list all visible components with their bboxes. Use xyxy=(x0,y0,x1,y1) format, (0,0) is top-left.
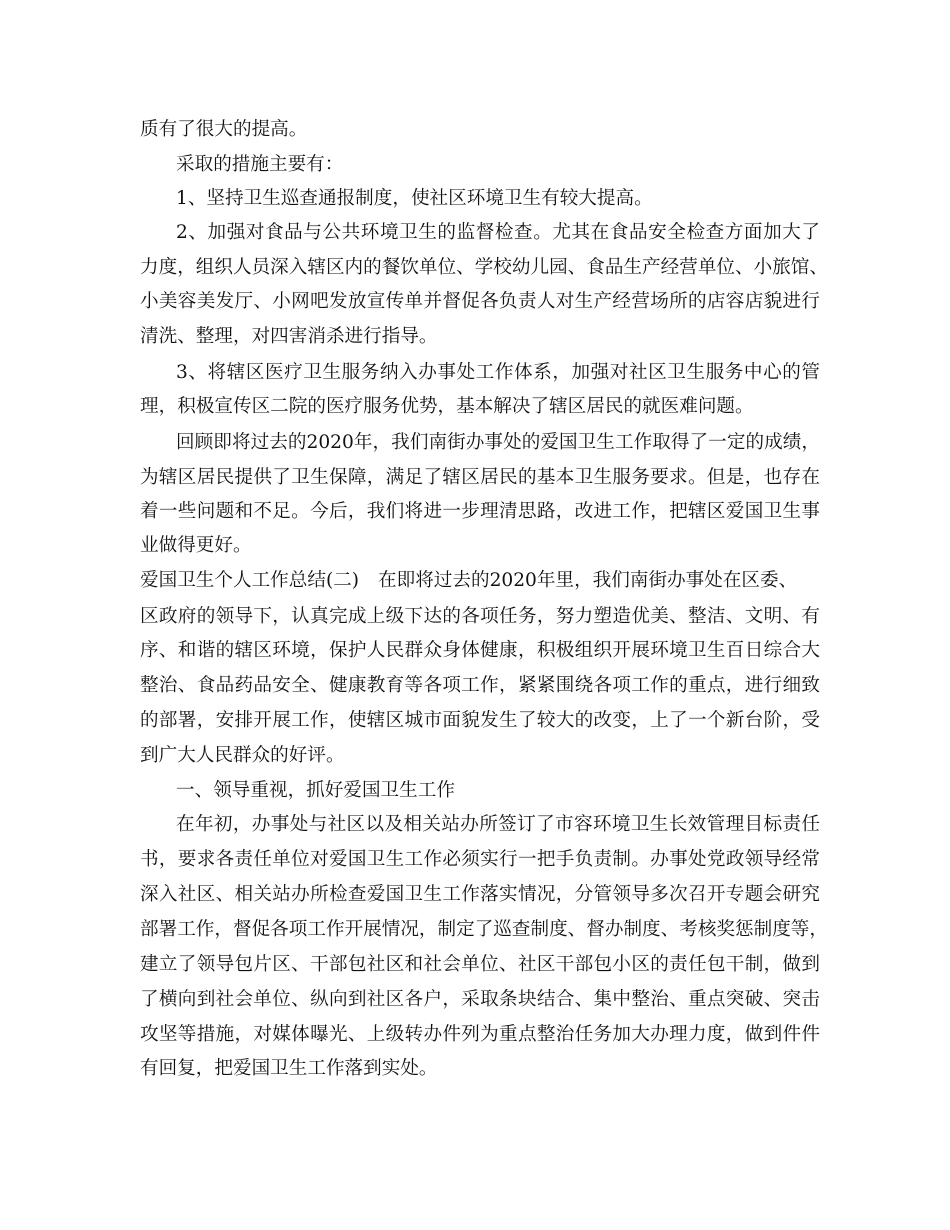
paragraph-line: 质有了很大的提高。 xyxy=(140,119,308,140)
paragraph-line: 着一些问题和不足。今后，我们将进一步理清思路，改进工作，把辖区爱国卫生事 xyxy=(140,501,820,522)
paragraph-line: 2、加强对食品与公共环境卫生的监督检查。尤其在食品安全检查方面加大了 xyxy=(176,222,820,243)
paragraph-line: 区政府的领导下，认真完成上级下达的各项任务，努力塑造优美、整洁、文明、有 xyxy=(140,606,820,627)
paragraph-line: 的部署，安排开展工作，使辖区城市面貌发生了较大的改变，上了一个新台阶，受 xyxy=(140,710,820,731)
paragraph-line: 清洗、整理，对四害消杀进行指导。 xyxy=(140,326,438,347)
paragraph-line: 小美容美发厅、小网吧发放宣传单并督促各负责人对生产经营场所的店容店貌进行 xyxy=(140,291,820,312)
paragraph-line: 部署工作，督促各项工作开展情况，制定了巡查制度、督办制度、考核奖惩制度等， xyxy=(140,919,828,940)
subsection-heading: 一、领导重视，抓好爱国卫生工作 xyxy=(176,780,455,801)
paragraph-line: 攻坚等措施，对媒体曝光、上级转办件列为重点整治任务加大办理力度，做到件件 xyxy=(140,1024,820,1045)
paragraph-line: 3、将辖区医疗卫生服务纳入办事处工作体系，加强对社区卫生服务中心的管 xyxy=(176,362,820,383)
paragraph-line: 到广大人民群众的好评。 xyxy=(140,745,345,766)
paragraph-line: 整治、食品药品安全、健康教育等各项工作，紧紧围绕各项工作的重点，进行细致 xyxy=(140,675,820,696)
paragraph-line: 书，要求各责任单位对爱国卫生工作必须实行一把手负责制。办事处党政领导经常 xyxy=(140,849,820,870)
paragraph-line: 回顾即将过去的2020年，我们南街办事处的爱国卫生工作取得了一定的成绩， xyxy=(176,432,820,453)
paragraph-line: 在年初，办事处与社区以及相关站办所签订了市容环境卫生长效管理目标责任 xyxy=(176,814,820,835)
paragraph-line: 为辖区居民提供了卫生保障，满足了辖区居民的基本卫生服务要求。但是，也存在 xyxy=(140,467,820,488)
paragraph-line: 业做得更好。 xyxy=(140,535,252,556)
paragraph-line: 采取的措施主要有： xyxy=(176,154,344,175)
section-title: 爱国卫生个人工作总结(二) xyxy=(140,570,360,591)
paragraph-line: 建立了领导包片区、干部包社区和社会单位、社区干部包小区的责任包干制，做到 xyxy=(140,954,820,975)
paragraph-line: 了横向到社会单位、纵向到社区各户，采取条块结合、集中整治、重点突破、突击 xyxy=(140,989,820,1010)
paragraph-line: 力度，组织人员深入辖区内的餐饮单位、学校幼儿园、食品生产经营单位、小旅馆、 xyxy=(140,257,828,278)
paragraph-line: 序、和谐的辖区环境，保护人民群众身体健康，积极组织开展环境卫生百日综合大 xyxy=(140,640,820,661)
paragraph-line: 1、坚持卫生巡查通报制度，使社区环境卫生有较大提高。 xyxy=(176,188,653,209)
paragraph-line: 有回复，把爱国卫生工作落到实处。 xyxy=(140,1058,438,1079)
paragraph-line: 深入社区、相关站办所检查爱国卫生工作落实情况，分管领导多次召开专题会研究 xyxy=(140,884,820,905)
paragraph-line: 在即将过去的2020年里，我们南街办事处在区委、 xyxy=(378,570,798,591)
section-heading-line xyxy=(140,564,820,598)
paragraph-line: 理，积极宣传区二院的医疗服务优势，基本解决了辖区居民的就医难问题。 xyxy=(140,396,754,417)
